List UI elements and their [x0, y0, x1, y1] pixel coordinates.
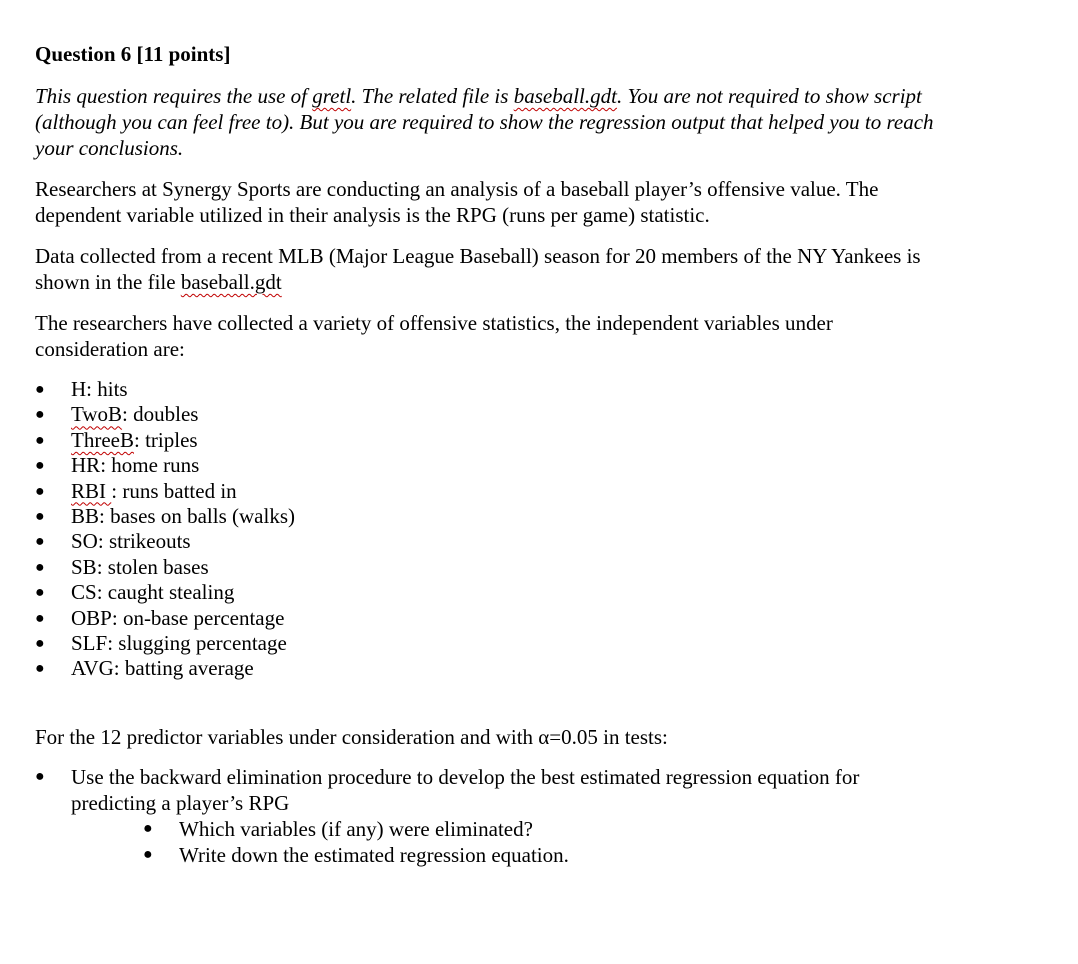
- variable-item: [35, 504, 1035, 529]
- bullet-icon: ●: [35, 558, 45, 576]
- subtask-list: [71, 816, 931, 868]
- bullet-icon: ●: [35, 584, 45, 602]
- variable-code: OBP: [71, 605, 112, 630]
- variable-item: [35, 606, 1035, 631]
- variable-description: : batting average: [113, 656, 254, 681]
- task-text: Use the backward elimination procedure to develop the best estimated regression equation for predicting a player’s RPG: [71, 764, 860, 815]
- variable-description: : hits: [86, 377, 128, 401]
- task-item: [35, 764, 931, 868]
- subtask-text: Which variables (if any) were eliminated?: [179, 816, 533, 841]
- variable-item: [35, 656, 1035, 681]
- bullet-icon: ●: [35, 381, 45, 398]
- variable-code: AVG: [71, 656, 114, 681]
- variable-description: : doubles: [122, 402, 199, 427]
- data-paragraph: [35, 243, 975, 295]
- variable-item: [35, 631, 1035, 656]
- variable-description: : bases on balls (walks): [99, 503, 295, 528]
- data-file-name: baseball.gdt: [180, 270, 282, 294]
- variable-code: BB: [71, 503, 100, 528]
- variable-item: [35, 453, 1035, 478]
- variable-list: [35, 377, 1035, 682]
- software-name: gretl: [312, 84, 352, 108]
- document-page: [35, 40, 1035, 868]
- intro-paragraph: [35, 83, 975, 161]
- variable-description: : on-base percentage: [111, 605, 285, 630]
- bullet-icon: ●: [35, 431, 45, 449]
- variables-paragraph: The researchers have collected a variety of offensive statistics, the independent variables under consideration are:: [35, 311, 833, 361]
- variable-item: [35, 377, 1035, 402]
- variable-description: : strikeouts: [97, 529, 191, 554]
- bullet-icon: ●: [35, 457, 45, 475]
- variable-description: : triples: [133, 427, 198, 452]
- variable-code: ThreeB: [71, 427, 134, 452]
- intro-text-3: . You are not required to show script (although you can feel free to). But you are required to show the regression output that helped you to reach your conclusions.: [35, 84, 934, 160]
- variable-description: : caught stealing: [96, 580, 235, 605]
- bullet-icon: ●: [35, 406, 45, 424]
- tasks-intro: For the 12 predictor variables under consideration and with α=0.05 in tests:: [35, 724, 668, 749]
- variable-item: [35, 428, 1035, 453]
- variable-description: : slugging percentage: [107, 630, 287, 655]
- variable-description: : stolen bases: [96, 554, 209, 579]
- variable-code: RBI: [71, 478, 112, 503]
- bullet-icon: ●: [35, 660, 45, 678]
- variable-description: : runs batted in: [111, 478, 237, 503]
- bullet-icon: ●: [35, 634, 45, 652]
- bullet-icon: ●: [143, 819, 153, 837]
- intro-text-2: . The related file is: [351, 84, 514, 108]
- variable-code: HR: [71, 453, 101, 478]
- variable-code: SO: [71, 529, 98, 554]
- data-text: Data collected from a recent MLB (Major League Baseball) season for 20 members of the NY Yankees is shown in the file: [35, 244, 921, 294]
- spacer: [35, 682, 1035, 724]
- variable-code: TwoB: [71, 402, 123, 427]
- bullet-icon: ●: [35, 609, 45, 627]
- variable-item: [35, 479, 1035, 504]
- question-title: Question 6 [11 points]: [35, 42, 231, 66]
- bullet-icon: ●: [35, 482, 45, 500]
- variable-item: [35, 529, 1035, 554]
- bullet-icon: ●: [35, 767, 45, 785]
- task-list: [35, 764, 1035, 868]
- file-name: baseball.gdt: [513, 84, 617, 108]
- variable-item: [35, 555, 1035, 580]
- subtask-item: [71, 842, 931, 868]
- bullet-icon: ●: [35, 507, 45, 525]
- variable-code: H: [71, 377, 87, 401]
- bullet-icon: ●: [35, 533, 45, 551]
- variable-code: CS: [71, 580, 97, 605]
- subtask-text: Write down the estimated regression equation.: [179, 842, 569, 867]
- variable-code: SLF: [71, 630, 108, 655]
- research-paragraph: Researchers at Synergy Sports are conducting an analysis of a baseball player’s offensive value. The dependent variable utilized in their analysis is the RPG (runs per game) statistic.: [35, 177, 879, 227]
- bullet-icon: ●: [143, 845, 153, 863]
- variable-description: : home runs: [100, 453, 200, 478]
- intro-text-1: This question requires the use of: [35, 84, 313, 108]
- subtask-item: [71, 816, 931, 842]
- variable-item: [35, 580, 1035, 605]
- variable-item: [35, 402, 1035, 427]
- variable-code: SB: [71, 554, 97, 579]
